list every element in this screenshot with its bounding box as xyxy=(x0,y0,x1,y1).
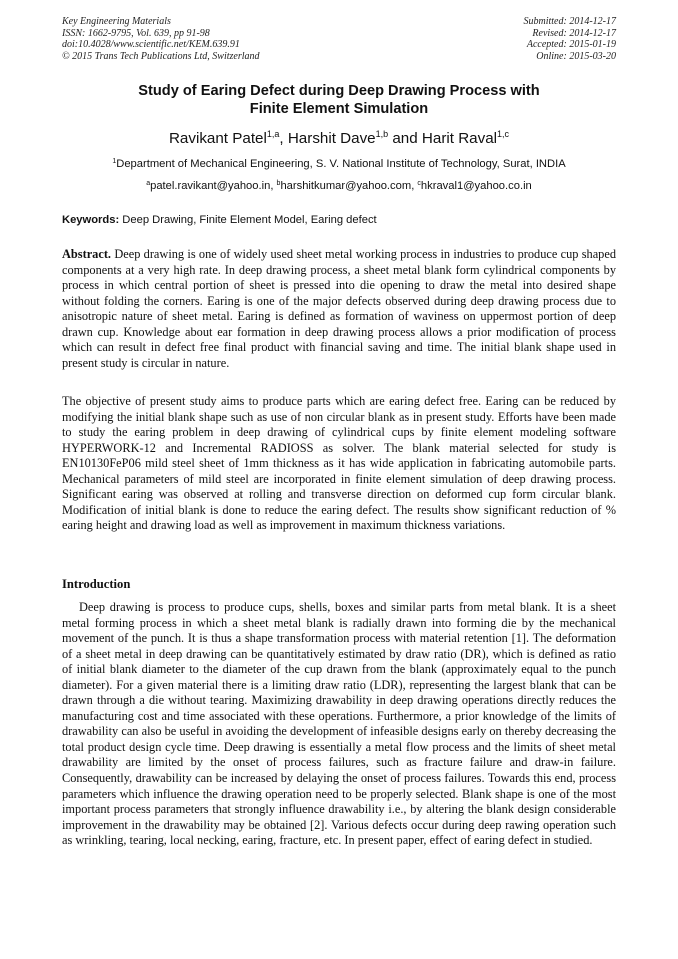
abstract-label: Abstract. xyxy=(62,247,112,261)
author-list xyxy=(62,129,616,148)
author-superscript: 1,b xyxy=(375,129,389,139)
publication-dates xyxy=(524,16,617,62)
affiliation xyxy=(62,157,616,171)
email-address: harshitkumar@yahoo.com xyxy=(280,180,412,192)
keywords-label: Keywords: xyxy=(62,214,120,226)
email-separator: , xyxy=(270,180,277,192)
email-list xyxy=(62,179,616,193)
email-separator: , xyxy=(411,180,418,192)
keywords-line xyxy=(62,213,616,227)
author-name: Harshit Dave xyxy=(287,130,376,147)
email-superscript: c xyxy=(417,180,421,187)
journal-name: Key Engineering Materials xyxy=(62,16,171,27)
email-superscript: a xyxy=(146,180,151,187)
submitted-date: Submitted: 2014-12-17 xyxy=(523,16,616,27)
copyright-line: © 2015 Trans Tech Publications Ltd, Switzerland xyxy=(62,50,260,62)
author-separator: , xyxy=(279,130,288,147)
paper-title xyxy=(62,82,616,118)
email-address: hkraval1@yahoo.co.in xyxy=(420,180,532,192)
affiliation-text: Department of Mechanical Engineering, S. V. National Institute of Technology, Surat, INDIA xyxy=(116,158,566,170)
issn-line: ISSN: 1662-9795, Vol. 639, pp 91-98 xyxy=(62,27,210,39)
email-superscript: b xyxy=(276,180,281,187)
title-line-2: Finite Element Simulation xyxy=(249,101,429,117)
email-address: patel.ravikant@yahoo.in xyxy=(150,180,271,192)
author-name: Ravikant Patel xyxy=(168,130,267,147)
title-line-1: Study of Earing Defect during Deep Drawing Process with xyxy=(138,83,540,99)
introduction-paragraph xyxy=(62,600,616,849)
abstract-text: Deep drawing is one of widely used sheet metal working process in industries to produce cup shaped components at a very high rate. In deep drawing process, a sheet metal blank form cylindrical components by process in which central portion of sheet is pressed into die opening to draw the metal into desired shape without folding the corners. Earing is one of the major defects observed during deep drawing process due to anisotropic nature of sheet metal. Earing is defined as formation of waviness on uppermost portion of deep drawn cup. Knowledge about ear formation in deep drawing process allows a prior modification of process which can result in defect free final product with financial saving and time. The initial blank shape used in present study is circular in nature. xyxy=(62,247,616,370)
journal-metadata xyxy=(62,16,260,62)
doi-line: doi:10.4028/www.scientific.net/KEM.639.91 xyxy=(62,39,240,50)
author-superscript: 1,c xyxy=(497,129,510,139)
online-date: Online: 2015-03-20 xyxy=(536,50,616,62)
revised-date: Revised: 2014-12-17 xyxy=(532,27,616,39)
accepted-date: Accepted: 2015-01-19 xyxy=(526,39,616,50)
objective-paragraph xyxy=(62,394,616,534)
introduction-text: Deep drawing is process to produce cups, shells, boxes and similar parts from metal blank. It is a sheet metal forming process in which a sheet metal blank is radially drawn into forming die by the mechanical movement of the punch. It is thus a shape transformation process with material retention [1]. The deformation of a sheet metal in deep drawing can be quantitatively estimated by draw ratio (DR), which is defined as ratio of initial blank diameter to the diameter of the cup drawn from the blank (approximately equal to the punch diameter). For a given material there is a limiting draw ratio (LDR), representing the largest blank that can be drawn through a die without tearing. Maximizing drawability in deep drawing operations directly reduces the manufacturing cost and time associated with these operations. Furthermore, a prior knowledge of the limits of drawability can also be useful in avoiding the development of infeasible designs early on thereby decreasing the total product design cycle time. Deep drawing is essentially a metal flow process and the limits of sheet metal drawability are limited by the onset of process failures, such as fracture failure and draw-in failure. Consequently, drawability can be increased by delaying the onset of process failures. Towards this end, process parameters which influence the drawing operation need to be properly selected. Blank shape is one of the most important process parameters that strongly influence drawability i.e., by altering the blank design considerable improvement in the drawability may be obtained [2]. Various defects occur during deep rawing operation such as wrinkling, tearing, local necking, earing, fracture, etc. In present paper, effect of earing defect in studied. xyxy=(62,600,616,848)
introduction-heading: Introduction xyxy=(62,577,131,591)
author-name: Harit Raval xyxy=(421,130,498,147)
affiliation-superscript: 1 xyxy=(112,158,117,165)
abstract-paragraph xyxy=(62,247,616,371)
author-conjunction: and xyxy=(388,130,422,147)
author-superscript: 1,a xyxy=(266,129,280,139)
keywords-text: Deep Drawing, Finite Element Model, Earing defect xyxy=(119,214,377,226)
objective-text: The objective of present study aims to produce parts which are earing defect free. Earing can be reduced by modifying the initial blank shape such as use of non circular blank as in present study. Efforts have been made to study the earing problem in deep drawing of cylindrical cups by finite element modeling software HYPERWORK-12 and Incremental RADIOSS as solver. The blank material selected for study is EN10130FeP06 mild steel sheet of 1mm thickness as it has wide application in fabricating automobile parts. Mechanical parameters of mild steel are incorporated in finite element simulation of deep drawing process. Significant earing was observed at rolling and transverse direction on deformed cup form circular blank. Modification of initial blank is done to reduce the earing defect. The results show significant reduction of % earing height and drawing load as well as improvement in maximum thickness variations. xyxy=(62,394,616,533)
